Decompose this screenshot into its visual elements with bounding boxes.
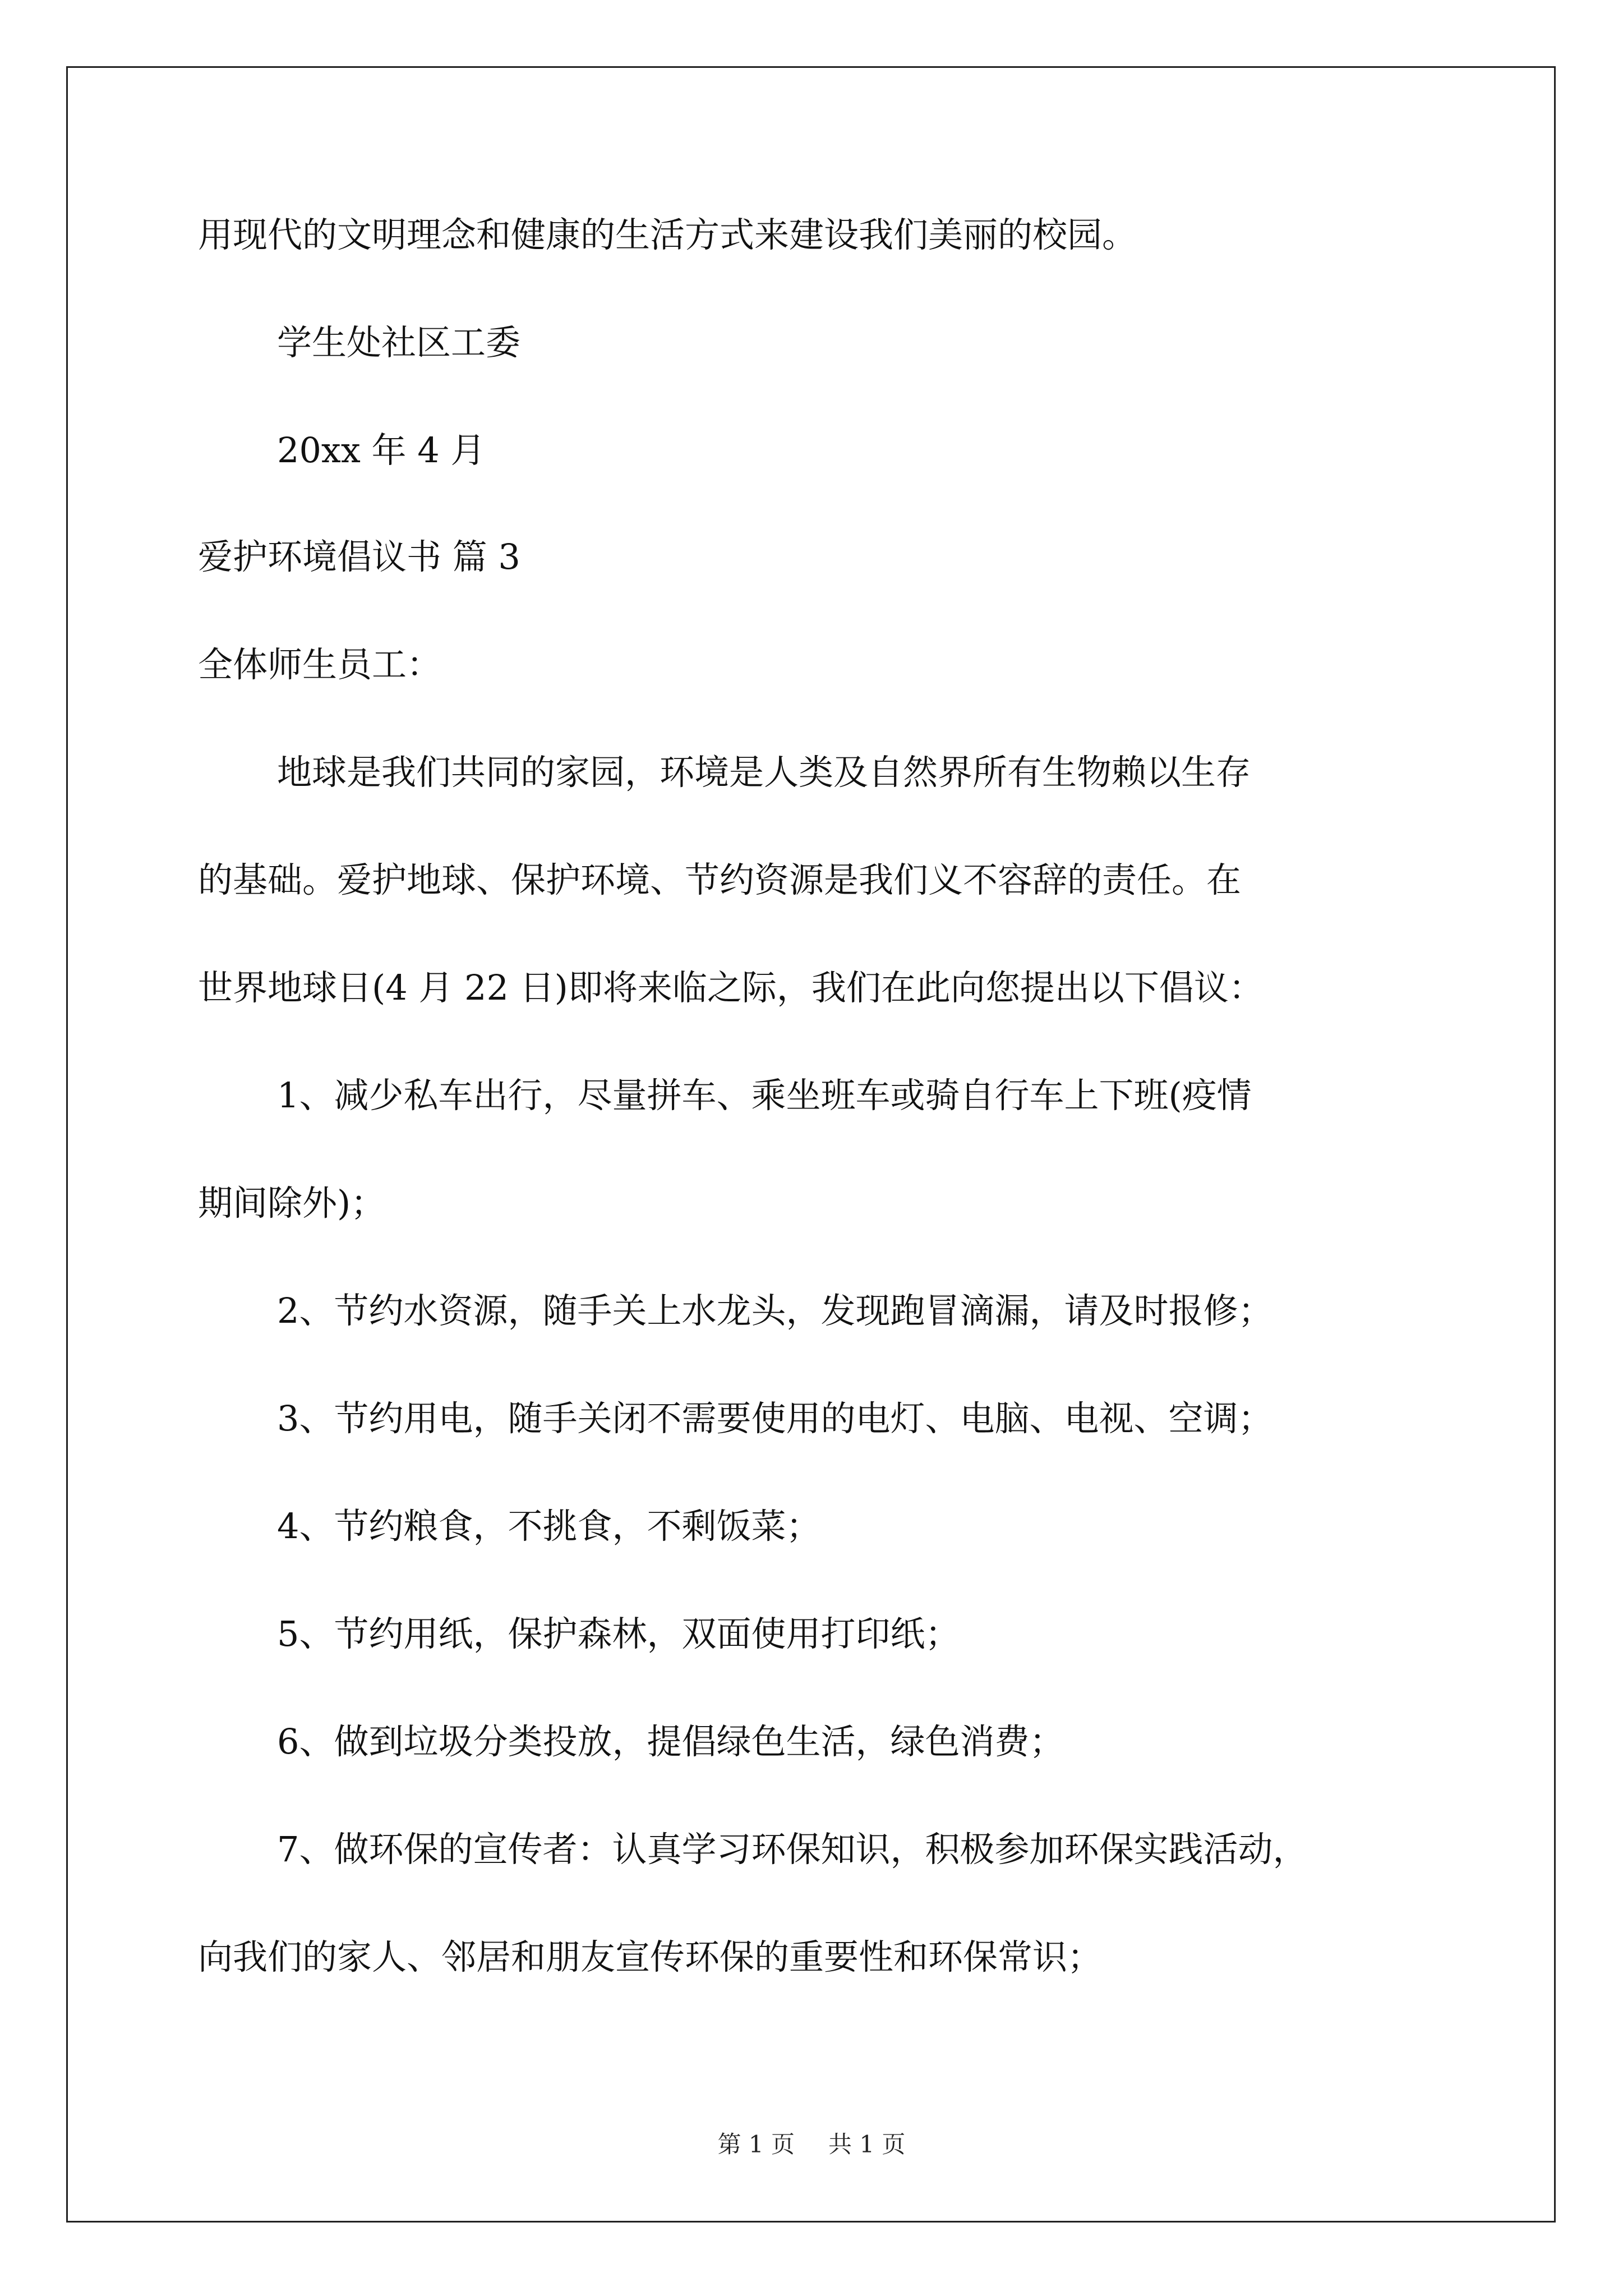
page-footer [0,2133,1623,2156]
section-heading: 爱护环境倡议书 篇 3 [198,536,520,577]
text-line-closing: 用现代的文明理念和健康的生活方式来建设我们美丽的校园。 [198,214,1137,255]
list-item-1-line-1: 1、减少私车出行，尽量拼车、乘坐班车或骑自行车上下班(疫情 [277,1075,1252,1116]
list-item-6: 6、做到垃圾分类投放，提倡绿色生活，绿色消费； [277,1721,1064,1762]
list-item-2: 2、节约水资源，随手关上水龙头，发现跑冒滴漏，请及时报修； [277,1290,1273,1331]
text-line-signature-org: 学生处社区工委 [277,322,521,363]
page-border [66,66,1556,2223]
text-line-signature-date: 20xx 年 4 月 [277,430,486,471]
text-line-intro-1: 地球是我们共同的家园，环境是人类及自然界所有生物赖以生存 [277,752,1251,793]
list-item-1-line-2: 期间除外)； [198,1182,386,1223]
list-item-7-line-1: 7、做环保的宣传者：认真学习环保知识，积极参加环保实践活动， [277,1829,1308,1870]
list-item-4: 4、节约粮食，不挑食，不剩饭菜； [277,1506,821,1547]
list-item-3: 3、节约用电，随手关闭不需要使用的电灯、电脑、电视、空调； [277,1398,1273,1439]
list-item-5: 5、节约用纸，保护森林，双面使用打印纸； [277,1613,960,1654]
text-line-intro-2: 的基础。爱护地球、保护环境、节约资源是我们义不容辞的责任。在 [198,859,1242,900]
list-item-7-line-2: 向我们的家人、邻居和朋友宣传环保的重要性和环保常识； [198,1936,1103,1977]
text-line-intro-3: 世界地球日(4 月 22 日)即将来临之际，我们在此向您提出以下倡议： [198,967,1264,1008]
page-total: 共 1 页 [828,2131,906,2158]
page-number: 第 1 页 [717,2131,795,2158]
salutation: 全体师生员工： [198,644,442,685]
